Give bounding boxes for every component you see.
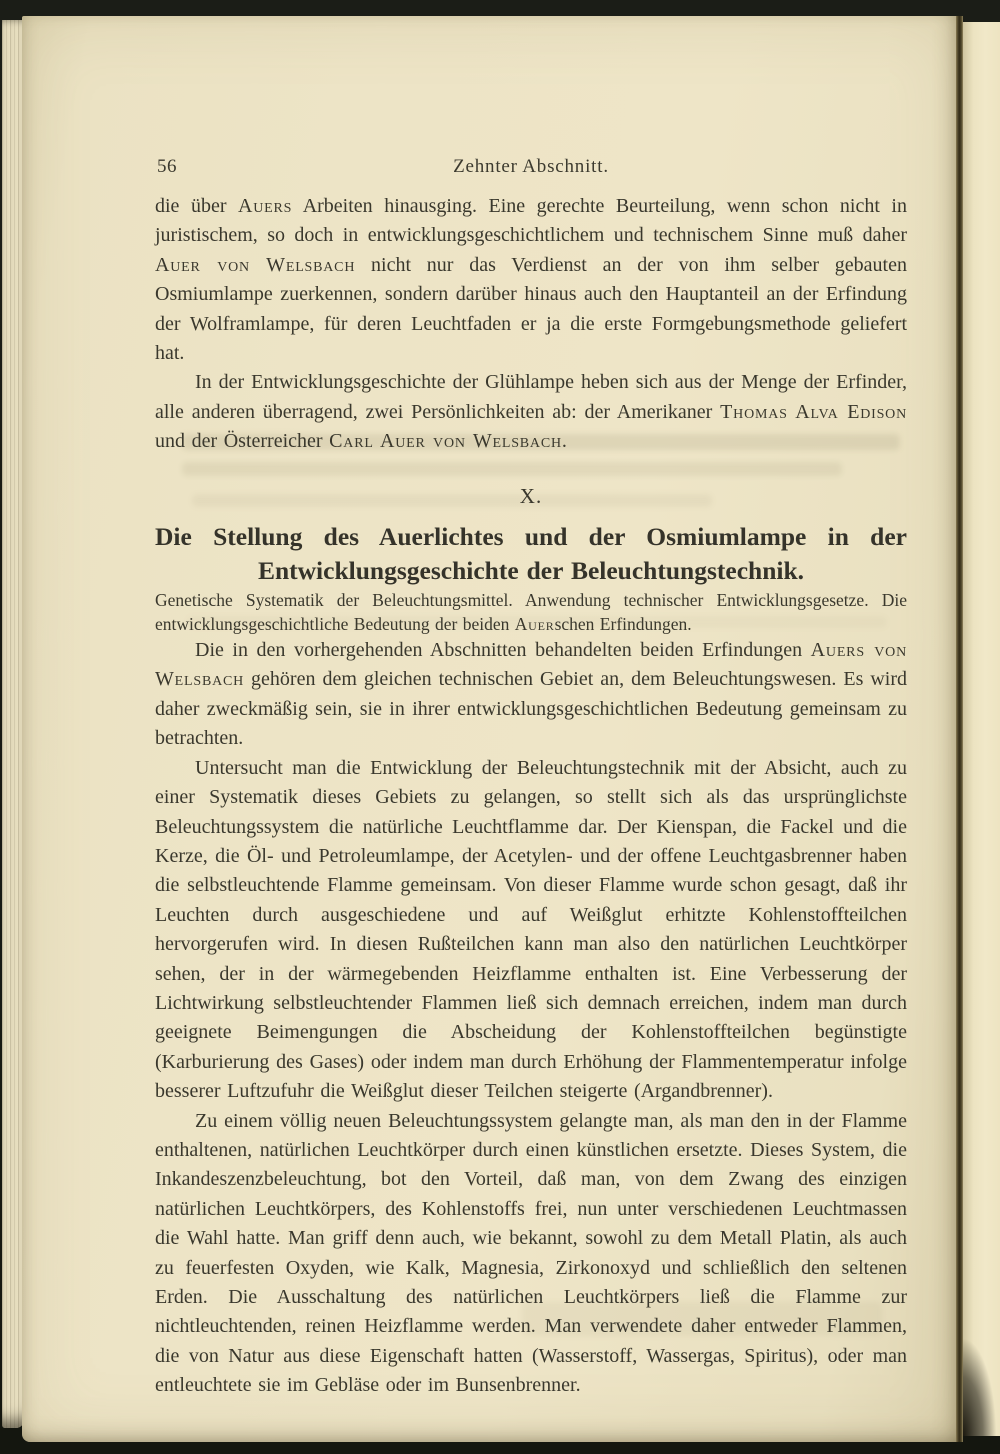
chapter-heading [155,520,907,588]
text-run: Zu einem völlig neuen Beleuchtungssystem gelangte man, als man den in der Flamme enthaltenen, natürlichen Leuchtkörper durch einen künstlichen ersetzte. Dieses System, die Inkandeszenzbeleuchtung, bot den Vorteil, daß man, von dem Zwang des einzigen natürlichen Leuchtkörpers, des Kohlenstoffs frei, nun unter verschiedenen Leuchtmassen die Wahl hatte. Man griff denn auch, wie bekannt, sowohl zu dem Metall Platin, als auch zu feuerfesten Oxyden, wie Kalk, Magnesia, Zirkonoxyd und schließlich den seltenen Erden. Die Ausschaltung des natürlichen Leuchtkörpers ließ die Flamme zur nichtleuchtenden, reinen Heizflamme werden. Man verwendete daher entweder Flammen, die von Natur aus diese Eigenschaft hatten (Wasserstoff, Wassergas, Spiritus), oder man entleuchtete sie im Gebläse oder im Bunsenbrenner. [155,1109,907,1397]
smallcaps-name: Auers von Welsbach [155,639,907,691]
book-gutter [956,16,963,1442]
text-run: gehören dem gleichen technischen Gebiet an, dem Beleuchtungswesen. Es wird daher zweckmäßig sein, sie in ihrer entwicklungsgeschichtlichen Bedeutung gemeinsam zu betrachten. [155,668,907,750]
paragraph [155,1107,907,1401]
book-page [22,16,958,1442]
chapter-heading-line1: Die Stellung des Auerlichtes und der Osmiumlampe in der [155,522,907,552]
running-header-row [155,156,907,178]
chapter-abstract [155,588,907,636]
text-run: und der Österreicher [155,430,330,453]
smallcaps-name: Auer von Welsbach [155,253,356,276]
section-number: X. [519,483,543,508]
page-number: 56 [157,156,177,177]
text-column [155,192,907,1401]
text-run: die über [155,195,239,217]
facing-page-edge [963,22,1000,1436]
smallcaps-name: Carl Auer von Welsbach [329,430,562,453]
text-run: Arbeiten hinausging. Eine gerechte Beurteilung, wenn schon nicht in juristischem, so doch in entwicklungsgeschichtlichem und technischem Sinne muß daher [155,195,907,247]
text-run: Untersucht man die Entwicklung der Beleuchtungstechnik mit der Absicht, auch zu einer Systematik dieses Gebiets zu gelangen, so stellt sich als das ursprünglichste Beleuchtungssystem die natürliche Leuchtflamme dar. Der Kienspan, die Fackel und die Kerze, die Öl- und Petroleumlampe, der Acetylen- und der offene Leuchtgasbrenner haben die selbstleuchtende Flamme gemeinsam. Von dieser Flamme wurde schon gesagt, daß ihr Leuchten durch ausgeschiedene und auf Weißglut erhitzte Kohlenstoffteilchen hervorgerufen wird. In diesen Rußteilchen kann man also den natürlichen Leuchtkörper sehen, der in der wärmegebenden Heizflamme enthalten ist. Eine Verbesserung der Lichtwirkung selbstleuchtender Flammen ließ sich demnach erreichen, indem man durch geeignete Beimengungen die Abscheidung der Kohlenstoffteilchen begünstigte (Karburierung des Gases) oder indem man durch Erhöhung der Flammentemperatur infolge besserer Luftzufuhr die Weißglut dieser Teilchen steigerte (Argandbrenner). [155,756,907,1103]
smallcaps-name: Auers [238,195,293,217]
text-run: . [561,430,567,453]
paragraph [155,636,907,754]
paragraph [155,368,907,456]
page-edge-stack [2,20,24,1428]
paragraph [155,754,907,1107]
running-header: Zehnter Abschnitt. [453,156,609,177]
text-run: Genetische Systematik der Beleuchtungsmittel. Anwendung technischer Entwicklungsgesetze. Die entwicklungsgeschichtliche Bedeutung der beiden [155,590,907,635]
chapter-heading-line2: Entwicklungsgeschichte der Beleuchtungstechnik. [257,556,805,586]
smallcaps-name: Thomas Alva Edison [720,400,907,423]
smallcaps-name: Auer [514,614,555,635]
text-run: Die in den vorhergehenden Abschnitten behandelten beiden Erfindungen [195,639,811,662]
text-run: In der Entwicklungsgeschichte der Glühlampe heben sich aus der Menge der Erfinder, alle anderen überragend, zwei Persönlichkeiten ab: der Amerikaner [155,371,907,423]
paragraph [155,192,907,368]
text-run: nicht nur das Verdienst an der von ihm selber gebauten Osmiumlampe zuerkennen, sondern darüber hinaus auch den Hauptanteil an der Erfindung der Wolframlampe, für deren Leuchtfaden er ja die erste Formgebungsmethode geliefert hat. [155,253,907,365]
text-run: schen Erfindungen. [554,614,692,635]
